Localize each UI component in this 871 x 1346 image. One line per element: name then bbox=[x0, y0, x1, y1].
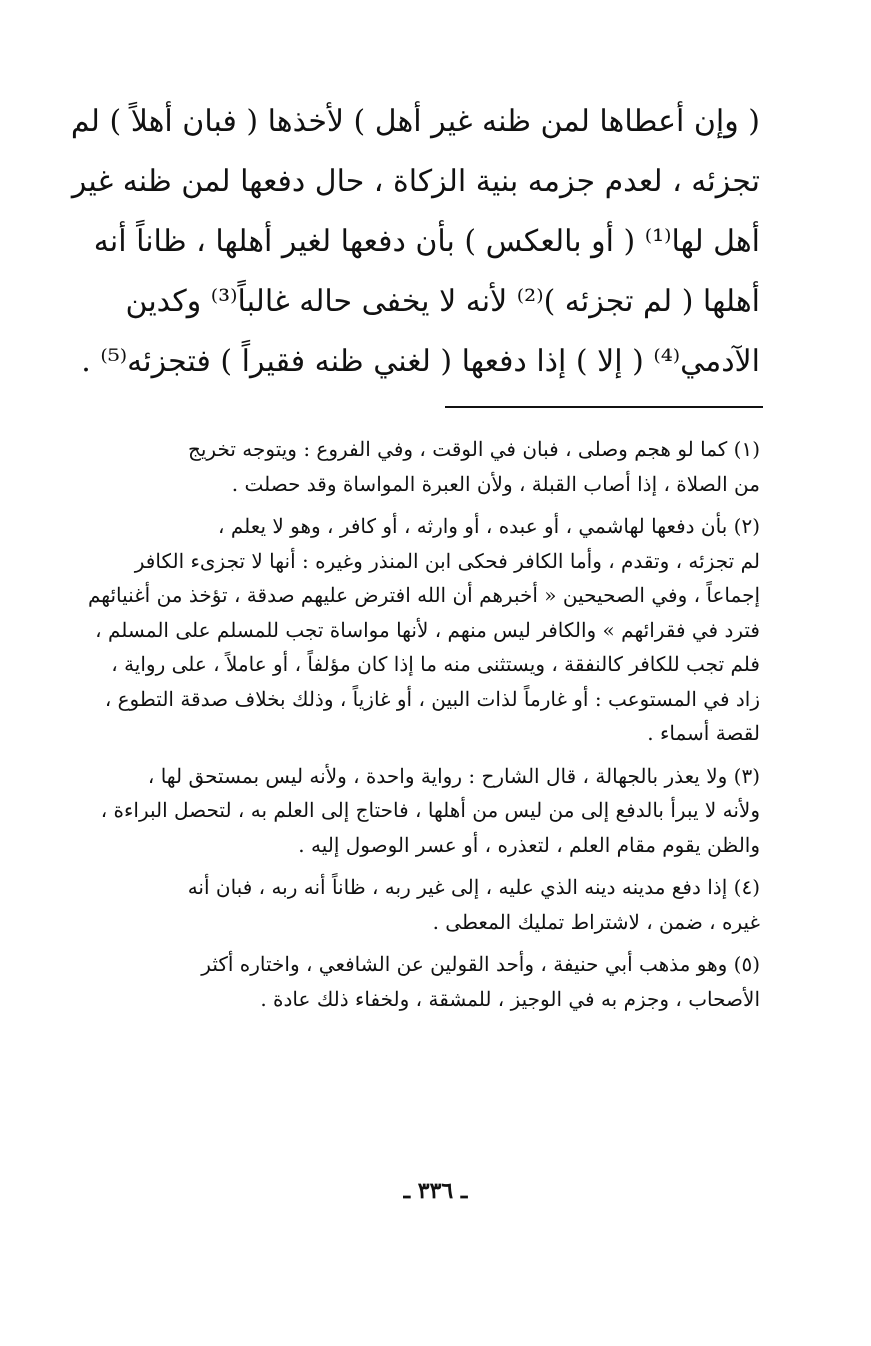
footnote-5-line-2: الأصحاب ، وجزم به في الوجيز ، للمشقة ، ولخفاء ذلك عادة . bbox=[260, 986, 760, 1011]
footnote-4-line-2: غيره ، ضمن ، لاشتراط تمليك المعطى . bbox=[432, 909, 760, 934]
footnote-3 bbox=[26, 759, 760, 863]
footnote-5 bbox=[26, 947, 760, 1016]
main-text-line-3: أهل لها⁽¹⁾ ( أو بالعكس ) بأن دفعها لغير أهلها ، ظاناً أنه bbox=[93, 224, 760, 259]
footnote-2-line-3: إجماعاً ، وفي الصحيحين « أخبرهم أن الله افترض عليهم صدقة ، تؤخذ من أغنيائهم bbox=[87, 583, 760, 607]
footnote-3-line-1: (٣) ولا يعذر بالجهالة ، قال الشارح : رواية واحدة ، ولأنه ليس بمستحق لها ، bbox=[147, 763, 760, 788]
footnote-5-line-1: (٥) وهو مذهب أبي حنيفة ، وأحد القولين عن الشافعي ، واختاره أكثر bbox=[201, 952, 760, 976]
footnote-2-line-4: فترد في فقرائهم » والكافر ليس منهم ، لأنها مواساة تجب للمسلم على المسلم ، bbox=[95, 617, 760, 642]
footnote-2-line-6: زاد في المستوعب : أو غارماً لذات البين ، أو غازياً ، وذلك بخلاف صدقة التطوع ، bbox=[104, 686, 760, 711]
main-text-line-2: تجزئه ، لعدم جزمه بنية الزكاة ، حال دفعها لمن ظنه غير bbox=[71, 164, 760, 199]
footnote-3-line-2: ولأنه لا يبرأ بالدفع إلى من ليس من أهلها ، فاحتاج إلى العلم به ، لتحصل البراءة ، bbox=[100, 798, 760, 822]
footnote-1-line-1: (١) كما لو هجم وصلى ، فبان في الوقت ، وفي الفروع : ويتوجه تخريج bbox=[187, 437, 760, 461]
footnote-2-line-7: لقصة أسماء . bbox=[647, 721, 760, 745]
main-text-line-5: الآدمي⁽⁴⁾ ( إلا ) إذا دفعها ( لغني ظنه فقيراً ) فتجزئه⁽⁵⁾ . bbox=[81, 344, 760, 379]
main-text-line-4: أهلها ( لم تجزئه )⁽²⁾ لأنه لا يخفى حاله غالباً⁽³⁾ وكدين bbox=[125, 284, 760, 319]
footnote-3-line-3: والظن يقوم مقام العلم ، لتعذره ، أو عسر الوصول إليه . bbox=[298, 832, 760, 857]
footnote-2-line-1: (٢) بأن دفعها لهاشمي ، أو عبده ، أو وارثه ، أو كافر ، وهو لا يعلم ، bbox=[218, 514, 760, 538]
footnote-1 bbox=[26, 432, 760, 501]
footnotes bbox=[26, 432, 760, 1024]
footnote-4-line-1: (٤) إذا دفع مدينه دينه الذي عليه ، إلى غير ربه ، ظاناً أنه ربه ، فبان أنه bbox=[187, 875, 760, 899]
page-number: ـ ٣٣٦ ـ bbox=[403, 1178, 468, 1204]
footnote-2-line-5: فلم تجب للكافر كالنفقة ، ويستثنى منه ما إذا كان مؤلفاً ، أو عاملاً ، على رواية ، bbox=[111, 652, 760, 676]
footnote-2-line-2: لم تجزئه ، وتقدم ، وأما الكافر فحكى ابن المنذر وغيره : أنها لا تجزىء الكافر bbox=[134, 548, 760, 573]
footnote-4 bbox=[26, 870, 760, 939]
footnote-1-line-2: من الصلاة ، إذا أصاب القبلة ، ولأن العبرة المواساة وقد حصلت . bbox=[231, 471, 760, 496]
footnote-separator bbox=[445, 406, 763, 408]
main-text-line-1: ( وإن أعطاها لمن ظنه غير أهل ) لأخذها ( فبان أهلاً ) لم bbox=[70, 104, 760, 139]
main-text bbox=[30, 92, 760, 392]
footnote-2 bbox=[26, 509, 760, 751]
